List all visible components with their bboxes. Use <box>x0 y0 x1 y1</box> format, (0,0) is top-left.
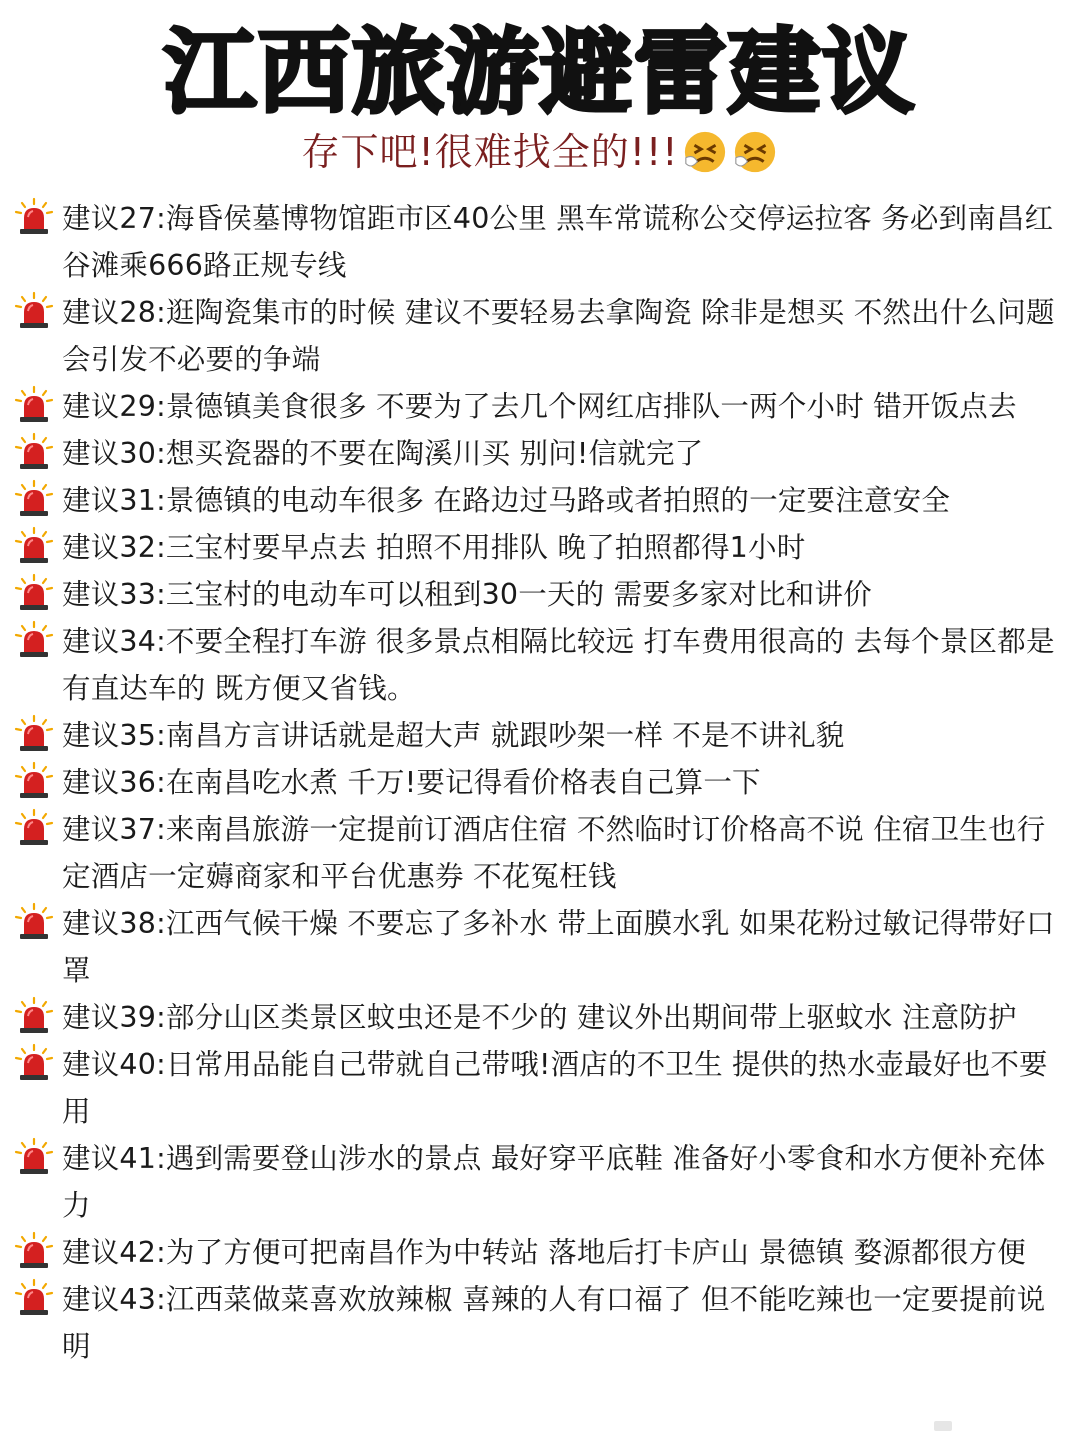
tip-item <box>14 477 1070 524</box>
tip-item <box>14 289 1070 383</box>
siren-alarm-icon <box>14 996 54 1036</box>
tip-item <box>14 1135 1070 1229</box>
tip-text: 建议42:为了方便可把南昌作为中转站 落地后打卡庐山 景德镇 婺源都很方便 <box>62 1236 1026 1269</box>
tip-text: 建议29:景德镇美食很多 不要为了去几个网红店排队一两个小时 错开饭点去 <box>62 390 1017 423</box>
tip-text: 建议41:遇到需要登山涉水的景点 最好穿平底鞋 准备好小零食和水方便补充体力 <box>62 1142 1046 1222</box>
tip-text: 建议27:海昏侯墓博物馆距市区40公里 黑车常谎称公交停运拉客 务必到南昌红谷滩乘666路正规专线 <box>62 202 1054 282</box>
sneezing-face-icon <box>682 129 728 175</box>
siren-alarm-icon <box>14 1231 54 1271</box>
siren-alarm-icon <box>14 714 54 754</box>
siren-alarm-icon <box>14 385 54 425</box>
tip-item <box>14 571 1070 618</box>
tip-item <box>14 383 1070 430</box>
sneezing-face-icon <box>732 129 778 175</box>
tip-item <box>14 806 1070 900</box>
siren-alarm-icon <box>14 526 54 566</box>
siren-alarm-icon <box>14 1278 54 1318</box>
watermark-mark <box>934 1421 952 1431</box>
siren-alarm-icon <box>14 902 54 942</box>
tip-text: 建议38:江西气候干燥 不要忘了多补水 带上面膜水乳 如果花粉过敏记得带好口罩 <box>62 907 1055 987</box>
tips-list <box>14 195 1070 1370</box>
tip-item <box>14 900 1070 994</box>
siren-alarm-icon <box>14 761 54 801</box>
tip-text: 建议28:逛陶瓷集市的时候 建议不要轻易去拿陶瓷 除非是想买 不然出什么问题会引发不必要的争端 <box>62 296 1055 376</box>
tip-text: 建议40:日常用品能自己带就自己带哦!酒店的不卫生 提供的热水壶最好也不要用 <box>62 1048 1048 1128</box>
siren-alarm-icon <box>14 808 54 848</box>
tip-text: 建议33:三宝村的电动车可以租到30一天的 需要多家对比和讲价 <box>62 578 872 611</box>
tip-text: 建议43:江西菜做菜喜欢放辣椒 喜辣的人有口福了 但不能吃辣也一定要提前说明 <box>62 1283 1046 1363</box>
siren-alarm-icon <box>14 291 54 331</box>
siren-alarm-icon <box>14 479 54 519</box>
tip-text: 建议30:想买瓷器的不要在陶溪川买 别问!信就完了 <box>62 437 704 470</box>
tip-text: 建议36:在南昌吃水煮 千万!要记得看价格表自己算一下 <box>62 766 761 799</box>
tip-item <box>14 524 1070 571</box>
tip-item <box>14 994 1070 1041</box>
siren-alarm-icon <box>14 1137 54 1177</box>
siren-alarm-icon <box>14 620 54 660</box>
tip-item <box>14 1229 1070 1276</box>
siren-alarm-icon <box>14 197 54 237</box>
siren-alarm-icon <box>14 432 54 472</box>
tip-text: 建议39:部分山区类景区蚊虫还是不少的 建议外出期间带上驱蚊水 注意防护 <box>62 1001 1017 1034</box>
tip-item <box>14 1041 1070 1135</box>
subtitle-row <box>0 120 1080 184</box>
tip-text: 建议31:景德镇的电动车很多 在路边过马路或者拍照的一定要注意安全 <box>62 484 951 517</box>
tip-text: 建议35:南昌方言讲话就是超大声 就跟吵架一样 不是不讲礼貌 <box>62 719 845 752</box>
tip-text: 建议37:来南昌旅游一定提前订酒店住宿 不然临时订价格高不说 住宿卫生也行 定酒店一定薅商家和平台优惠券 不花冤枉钱 <box>62 813 1046 893</box>
siren-alarm-icon <box>14 573 54 613</box>
tip-text: 建议32:三宝村要早点去 拍照不用排队 晚了拍照都得1小时 <box>62 531 806 564</box>
page-title: 江西旅游避雷建议 <box>163 19 916 126</box>
page-subtitle: 存下吧!很难找全的!!! <box>301 130 679 174</box>
tip-item <box>14 712 1070 759</box>
tip-item <box>14 195 1070 289</box>
tip-item <box>14 618 1070 712</box>
tip-item <box>14 430 1070 477</box>
tip-item <box>14 1276 1070 1370</box>
tip-item <box>14 759 1070 806</box>
siren-alarm-icon <box>14 1043 54 1083</box>
tip-text: 建议34:不要全程打车游 很多景点相隔比较远 打车费用很高的 去每个景区都是有直达车的 既方便又省钱。 <box>62 625 1055 705</box>
